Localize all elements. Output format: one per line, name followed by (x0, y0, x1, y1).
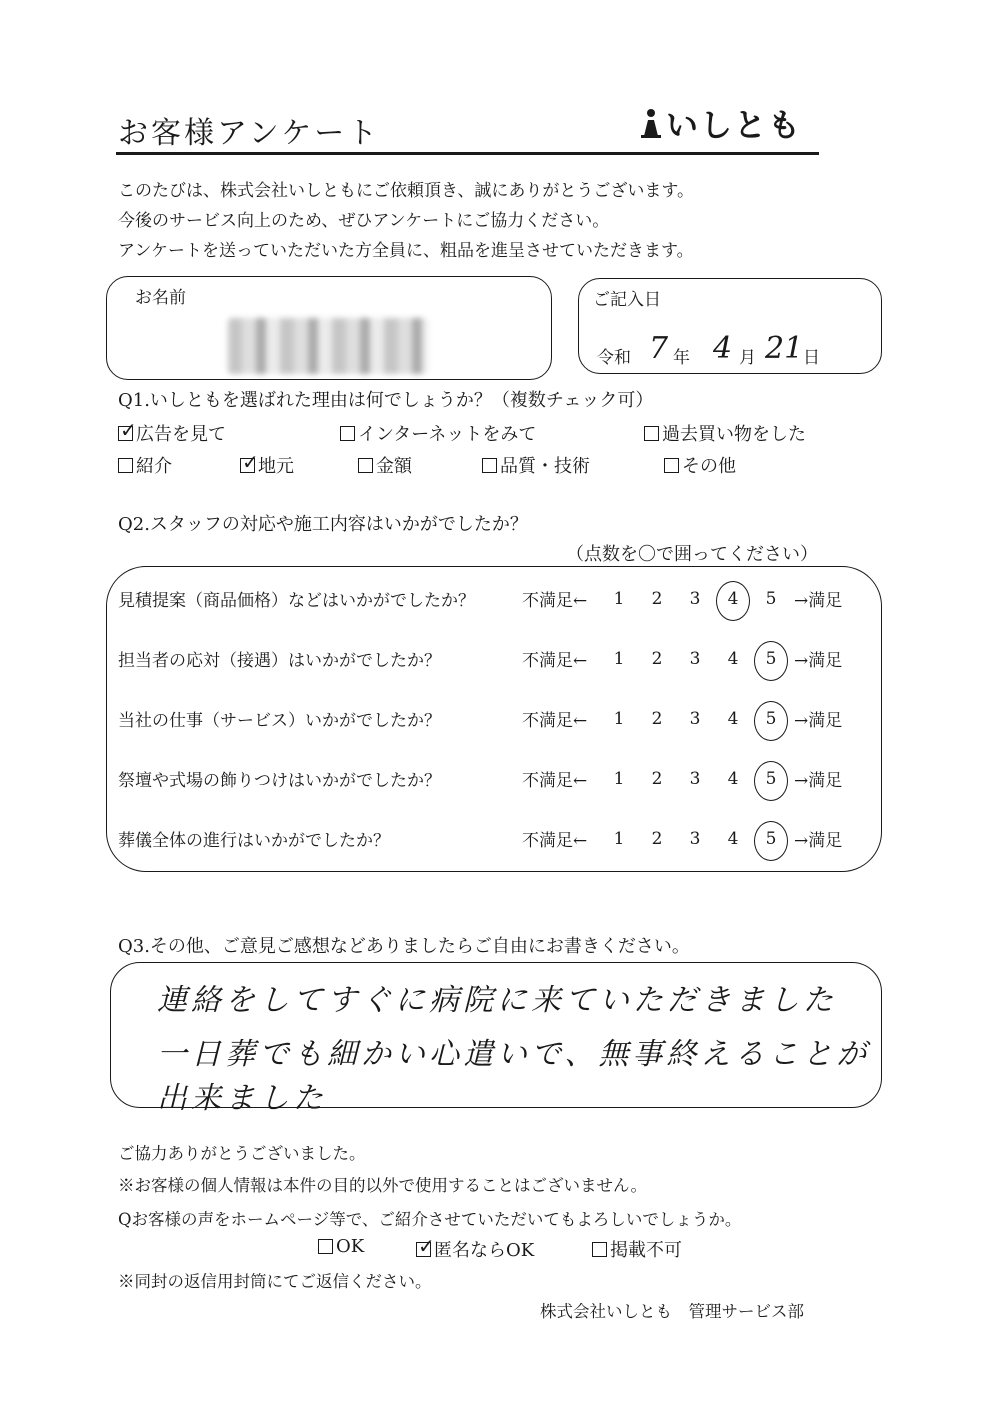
q2-row-question: 当社の仕事（サービス）いかがでしたか？ (118, 711, 441, 731)
date-day-value: 21 (765, 331, 804, 366)
option-label: 地元 (258, 456, 294, 477)
date-era: 令和 (597, 348, 631, 368)
option-label: 金額 (376, 456, 412, 477)
checkbox[interactable] (644, 426, 659, 441)
checkbox[interactable] (664, 458, 679, 473)
publish-option-anonymous[interactable] (416, 1233, 535, 1262)
intro-line-2: 今後のサービス向上のため、ぜひアンケートにご協力ください。 (118, 211, 610, 231)
q3-answer-line-2: 一日葬でも細かい心遣いで、無事終えることが出来ました (157, 1037, 871, 1116)
scale-value: 5 (765, 588, 777, 609)
scale-option-5[interactable] (752, 769, 790, 789)
checkbox[interactable] (358, 458, 373, 473)
q1-option-price[interactable] (358, 452, 412, 478)
publish-option-ok[interactable] (318, 1236, 364, 1257)
intro-line-3: アンケートを送っていただいた方全員に、粗品を進呈させていただきます。 (118, 241, 694, 261)
scale-left-label: 不満足← (522, 771, 588, 791)
scale-value: 2 (651, 828, 663, 849)
checkbox[interactable] (592, 1242, 607, 1257)
footer-thanks: ご協力ありがとうございました。 (118, 1144, 366, 1163)
q2-row-question: 担当者の応対（接遇）はいかがでしたか？ (118, 651, 441, 671)
footer-return-note: ※同封の返信用封筒にてご返信ください。 (118, 1272, 432, 1291)
q2-instruction: （点数を〇で囲ってください） (566, 544, 818, 565)
q2-row-scale[interactable] (522, 766, 842, 791)
selected-circle-icon (754, 761, 788, 801)
q2-row-scale[interactable] (522, 646, 842, 671)
scale-right-label: →満足 (794, 591, 843, 611)
scale-value: 5 (765, 828, 777, 849)
name-redacted (228, 318, 428, 374)
intro-line-1: このたびは、株式会社いしともにご依頼頂き、誠にありがとうございます。 (118, 181, 694, 201)
scale-option-2[interactable] (638, 589, 676, 609)
option-label: 紹介 (136, 456, 172, 477)
publish-option-no[interactable] (592, 1236, 682, 1262)
scale-option-3[interactable] (676, 709, 714, 729)
scale-option-4[interactable] (714, 829, 752, 849)
option-label: 匿名ならOK (434, 1240, 535, 1261)
scale-value: 3 (689, 648, 701, 669)
check-mark-icon: ✓ (242, 449, 259, 474)
scale-value: 4 (727, 768, 739, 789)
scale-option-2[interactable] (638, 829, 676, 849)
footer-privacy: ※お客様の個人情報は本件の目的以外で使用することはございません。 (118, 1176, 647, 1195)
scale-option-1[interactable] (600, 769, 638, 789)
q2-row-question: 見積提案（商品価格）などはいかがでしたか？ (118, 591, 475, 611)
check-mark-icon: ✓ (418, 1233, 435, 1258)
scale-option-5[interactable] (752, 589, 790, 609)
scale-value: 4 (727, 648, 739, 669)
q1-option-other[interactable] (664, 452, 736, 478)
scale-option-1[interactable] (600, 709, 638, 729)
scale-value: 4 (727, 588, 739, 609)
date-box[interactable] (578, 278, 882, 374)
date-label: ご記入日 (593, 290, 661, 310)
option-label: 掲載不可 (610, 1240, 682, 1261)
footer-company: 株式会社いしとも 管理サービス部 (540, 1302, 804, 1321)
checkbox[interactable] (318, 1239, 333, 1254)
scale-value: 4 (727, 828, 739, 849)
option-label: 広告を見て (136, 424, 226, 445)
scale-value: 3 (689, 828, 701, 849)
scale-option-3[interactable] (676, 649, 714, 669)
company-logo (640, 100, 802, 146)
q3-question: Q3.その他、ご意見ご感想などありましたらご自由にお書きください。 (118, 936, 690, 957)
q1-option-referral[interactable] (118, 452, 172, 478)
checkbox[interactable] (482, 458, 497, 473)
scale-option-2[interactable] (638, 769, 676, 789)
selected-circle-icon (754, 641, 788, 681)
q3-comment-box[interactable] (110, 962, 882, 1116)
scale-value: 2 (651, 588, 663, 609)
option-label: インターネットをみて (358, 424, 537, 445)
scale-option-4[interactable] (714, 589, 752, 609)
scale-left-label: 不満足← (522, 651, 588, 671)
scale-option-3[interactable] (676, 829, 714, 849)
option-label: 過去買い物をした (662, 424, 806, 445)
scale-option-3[interactable] (676, 589, 714, 609)
scale-value: 5 (765, 708, 777, 729)
scale-option-1[interactable] (600, 829, 638, 849)
scale-option-1[interactable] (600, 589, 638, 609)
scale-option-4[interactable] (714, 709, 752, 729)
scale-value: 1 (613, 648, 625, 669)
date-month-unit: 月 (739, 348, 756, 368)
scale-value: 3 (689, 588, 701, 609)
scale-left-label: 不満足← (522, 591, 588, 611)
q2-row-question: 祭壇や式場の飾りつけはいかがでしたか？ (118, 771, 441, 791)
scale-option-4[interactable] (714, 649, 752, 669)
q1-option-past-purchase[interactable] (644, 420, 806, 446)
q2-question: Q2.スタッフの対応や施工内容はいかがでしたか？ (118, 514, 528, 535)
scale-left-label: 不満足← (522, 711, 588, 731)
scale-option-5[interactable] (752, 829, 790, 849)
scale-value: 3 (689, 768, 701, 789)
scale-value: 3 (689, 708, 701, 729)
option-label: 品質・技術 (500, 456, 590, 477)
scale-value: 2 (651, 768, 663, 789)
scale-option-2[interactable] (638, 649, 676, 669)
q2-row-scale[interactable] (522, 706, 842, 731)
scale-value: 1 (613, 768, 625, 789)
scale-option-5[interactable] (752, 649, 790, 669)
scale-value: 5 (765, 768, 777, 789)
title-underline (116, 152, 819, 155)
selected-circle-icon (716, 581, 750, 621)
check-mark-icon: ✓ (120, 417, 137, 442)
scale-right-label: →満足 (794, 831, 843, 851)
selected-circle-icon (754, 821, 788, 861)
checkbox[interactable] (118, 458, 133, 473)
q1-option-ad[interactable] (118, 417, 226, 446)
name-label: お名前 (135, 288, 186, 308)
scale-option-4[interactable] (714, 769, 752, 789)
scale-value: 4 (727, 708, 739, 729)
date-year-value: 7 (649, 331, 669, 366)
q1-option-internet[interactable] (340, 420, 536, 446)
checkbox[interactable] (416, 1233, 435, 1258)
checkbox[interactable] (118, 417, 137, 442)
q2-row-question: 葬儀全体の進行はいかがでしたか？ (118, 831, 390, 851)
q1-question: Q1.いしともを選ばれた理由は何でしょうか？（複数チェック可） (118, 390, 654, 411)
q1-option-quality[interactable] (482, 452, 590, 478)
scale-right-label: →満足 (794, 711, 843, 731)
scale-option-5[interactable] (752, 709, 790, 729)
scale-value: 2 (651, 648, 663, 669)
date-month-value: 4 (713, 331, 733, 366)
scale-right-label: →満足 (794, 771, 843, 791)
scale-left-label: 不満足← (522, 831, 588, 851)
q2-row-scale[interactable] (522, 826, 842, 851)
q3-answer-line-1: 連絡をしてすぐに病院に来ていただきました (157, 983, 837, 1018)
scale-value: 5 (765, 648, 777, 669)
scale-value: 1 (613, 708, 625, 729)
page-title: お客様アンケート (118, 116, 381, 151)
selected-circle-icon (754, 701, 788, 741)
checkbox[interactable] (240, 449, 259, 474)
date-year-unit: 年 (673, 348, 690, 368)
scale-value: 1 (613, 828, 625, 849)
checkbox[interactable] (340, 426, 355, 441)
q1-option-local[interactable] (240, 449, 294, 478)
option-label: OK (336, 1236, 365, 1257)
scale-option-3[interactable] (676, 769, 714, 789)
scale-value: 1 (613, 588, 625, 609)
logo-text: いしとも (666, 106, 803, 144)
scale-right-label: →満足 (794, 651, 843, 671)
scale-option-1[interactable] (600, 649, 638, 669)
q2-row-scale[interactable] (522, 586, 842, 611)
footer-publish-question: Qお客様の声をホームページ等で、ご紹介させていただいてもよろしいでしょうか。 (118, 1210, 742, 1229)
scale-option-2[interactable] (638, 709, 676, 729)
logo-mark-icon (640, 108, 662, 138)
date-day-unit: 日 (803, 348, 820, 368)
option-label: その他 (682, 456, 736, 477)
scale-value: 2 (651, 708, 663, 729)
